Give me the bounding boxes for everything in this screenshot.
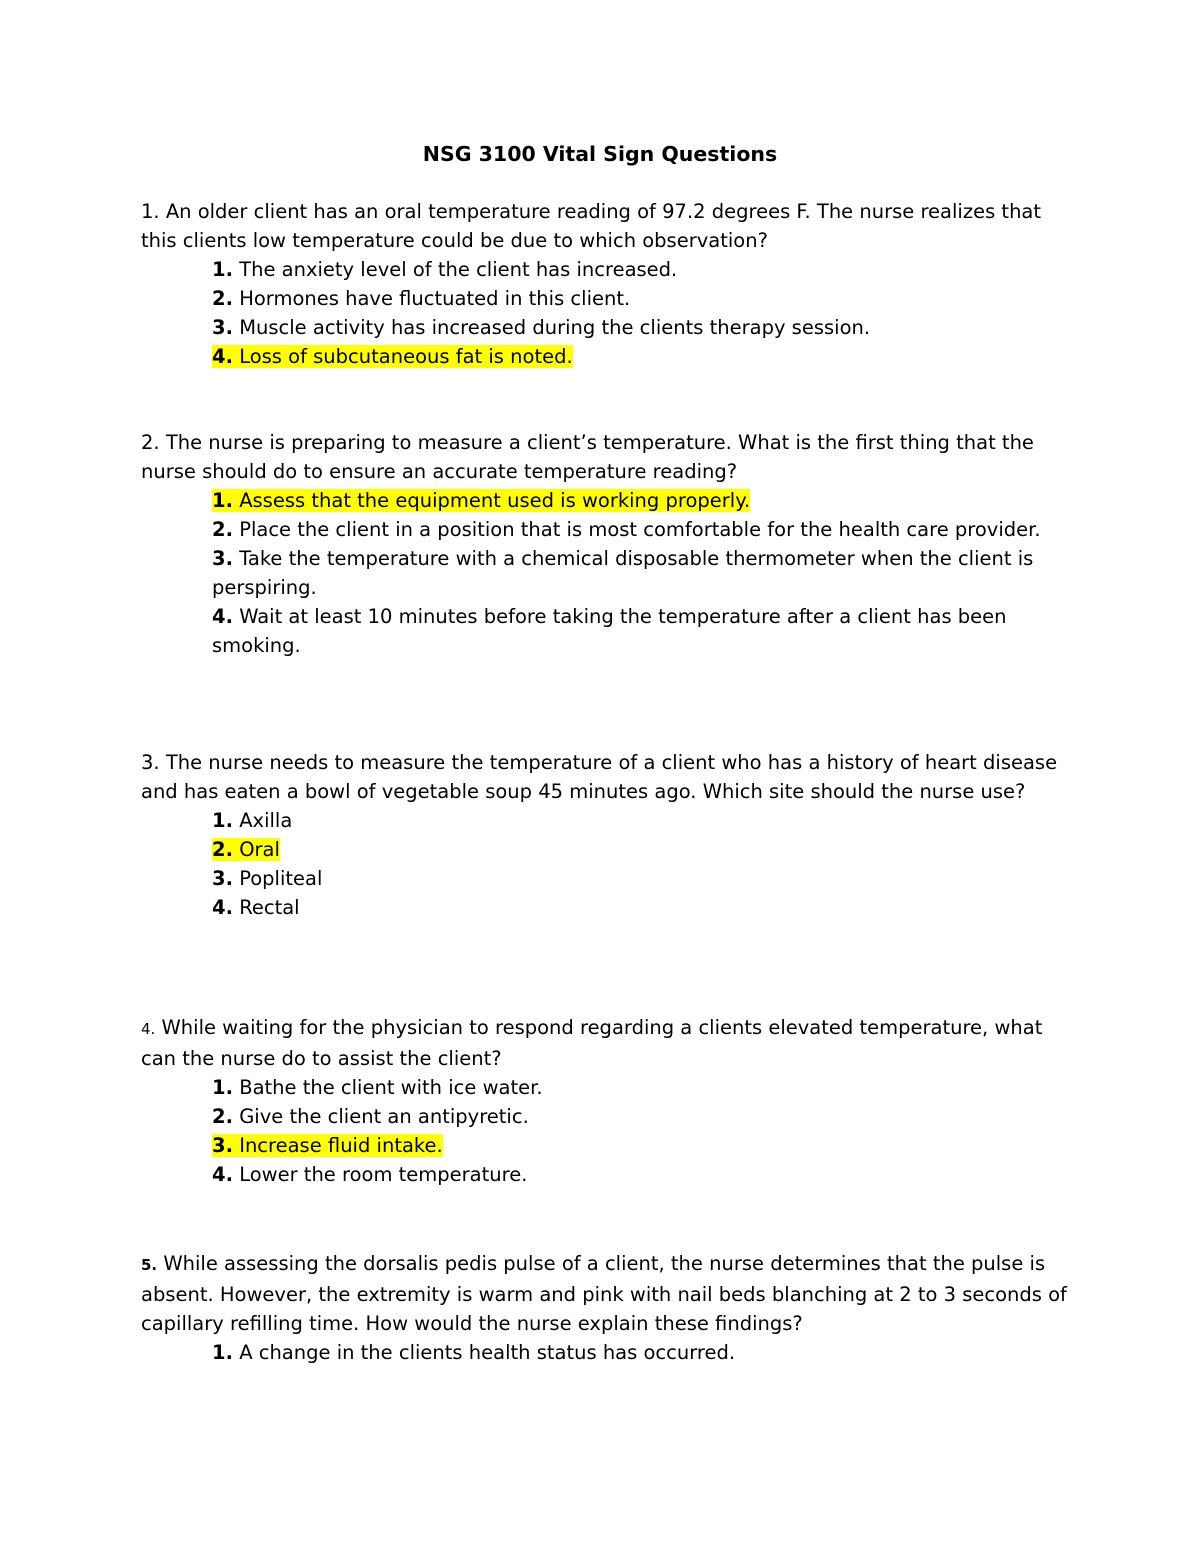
option-text: Rectal (239, 896, 300, 919)
answer-option-highlighted (212, 342, 1071, 371)
option-number: 3. (212, 867, 233, 890)
question-4 (141, 1013, 1071, 1189)
option-number: 4. (212, 1163, 233, 1186)
option-text: Assess that the equipment used is working properly. (239, 489, 751, 512)
option-number: 1. (212, 489, 233, 512)
answer-options (141, 1338, 1071, 1367)
question-2 (141, 428, 1071, 660)
answer-option (212, 284, 1071, 313)
answer-option (212, 515, 1071, 544)
question-text: While waiting for the physician to respond regarding a clients elevated temperature, what can the nurse do to assist the client? (141, 1016, 1043, 1070)
answer-option (212, 1102, 1071, 1131)
question-number: 5. (141, 1256, 158, 1274)
question-stem (141, 748, 1071, 806)
option-number: 3. (212, 1134, 233, 1157)
option-text: Oral (239, 838, 280, 861)
option-number: 1. (212, 1341, 233, 1364)
option-text: Give the client an antipyretic. (239, 1105, 529, 1128)
question-stem (141, 1013, 1071, 1073)
question-stem (141, 428, 1071, 486)
option-number: 2. (212, 287, 233, 310)
question-text: While assessing the dorsalis pedis pulse of a client, the nurse determines that the pulse is absent. However, the extremity is warm and pink with nail beds blanching at 2 to 3 seconds of capillary refilling time. How would the nurse explain these findings? (141, 1252, 1067, 1335)
option-text: Popliteal (239, 867, 323, 890)
option-number: 2. (212, 518, 233, 541)
option-text: Take the temperature with a chemical disposable thermometer when the client is perspiring. (212, 547, 1034, 599)
question-text: The nurse is preparing to measure a client’s temperature. What is the first thing that the nurse should do to ensure an accurate temperature reading? (141, 431, 1034, 483)
option-text: Wait at least 10 minutes before taking the temperature after a client has been smoking. (212, 605, 1007, 657)
option-number: 2. (212, 838, 233, 861)
option-text: Hormones have fluctuated in this client. (239, 287, 631, 310)
answer-option (212, 544, 1071, 602)
option-text: The anxiety level of the client has increased. (239, 258, 678, 281)
option-number: 1. (212, 1076, 233, 1099)
answer-option (212, 1160, 1071, 1189)
question-stem (141, 197, 1071, 255)
question-3 (141, 748, 1071, 922)
answer-options (141, 806, 1071, 922)
answer-option (212, 1338, 1071, 1367)
option-text: Axilla (239, 809, 293, 832)
answer-options (141, 486, 1071, 660)
answer-option (212, 806, 1071, 835)
option-number: 2. (212, 1105, 233, 1128)
option-number: 1. (212, 258, 233, 281)
question-text: The nurse needs to measure the temperature of a client who has a history of heart disease and has eaten a bowl of vegetable soup 45 minutes ago. Which site should the nurse use? (141, 751, 1058, 803)
question-text: An older client has an oral temperature reading of 97.2 degrees F. The nurse realizes that this clients low temperature could be due to which observation? (141, 200, 1042, 252)
answer-option (212, 893, 1071, 922)
answer-option (212, 313, 1071, 342)
option-text: Increase fluid intake. (239, 1134, 443, 1157)
option-number: 4. (212, 896, 233, 919)
question-number: 2. (141, 431, 160, 454)
option-number: 3. (212, 316, 233, 339)
question-number: 3. (141, 751, 160, 774)
answer-option (212, 255, 1071, 284)
option-text: A change in the clients health status has occurred. (239, 1341, 736, 1364)
option-number: 1. (212, 809, 233, 832)
option-text: Loss of subcutaneous fat is noted. (239, 345, 573, 368)
option-number: 4. (212, 345, 233, 368)
answer-options (141, 255, 1071, 371)
answer-option-highlighted (212, 1131, 1071, 1160)
option-number: 3. (212, 547, 233, 570)
question-5 (141, 1249, 1071, 1367)
option-number: 4. (212, 605, 233, 628)
document-title: NSG 3100 Vital Sign Questions (422, 142, 778, 166)
question-1 (141, 197, 1071, 371)
option-text: Muscle activity has increased during the clients therapy session. (239, 316, 871, 339)
option-text: Lower the room temperature. (239, 1163, 528, 1186)
answer-option (212, 864, 1071, 893)
question-stem (141, 1249, 1071, 1338)
answer-option (212, 1073, 1071, 1102)
question-number: 4. (141, 1020, 156, 1038)
answer-option-highlighted (212, 486, 1071, 515)
answer-option (212, 602, 1071, 660)
option-text: Bathe the client with ice water. (239, 1076, 543, 1099)
question-number: 1. (141, 200, 160, 223)
answer-option-highlighted (212, 835, 1071, 864)
option-text: Place the client in a position that is most comfortable for the health care provider. (239, 518, 1041, 541)
answer-options (141, 1073, 1071, 1189)
